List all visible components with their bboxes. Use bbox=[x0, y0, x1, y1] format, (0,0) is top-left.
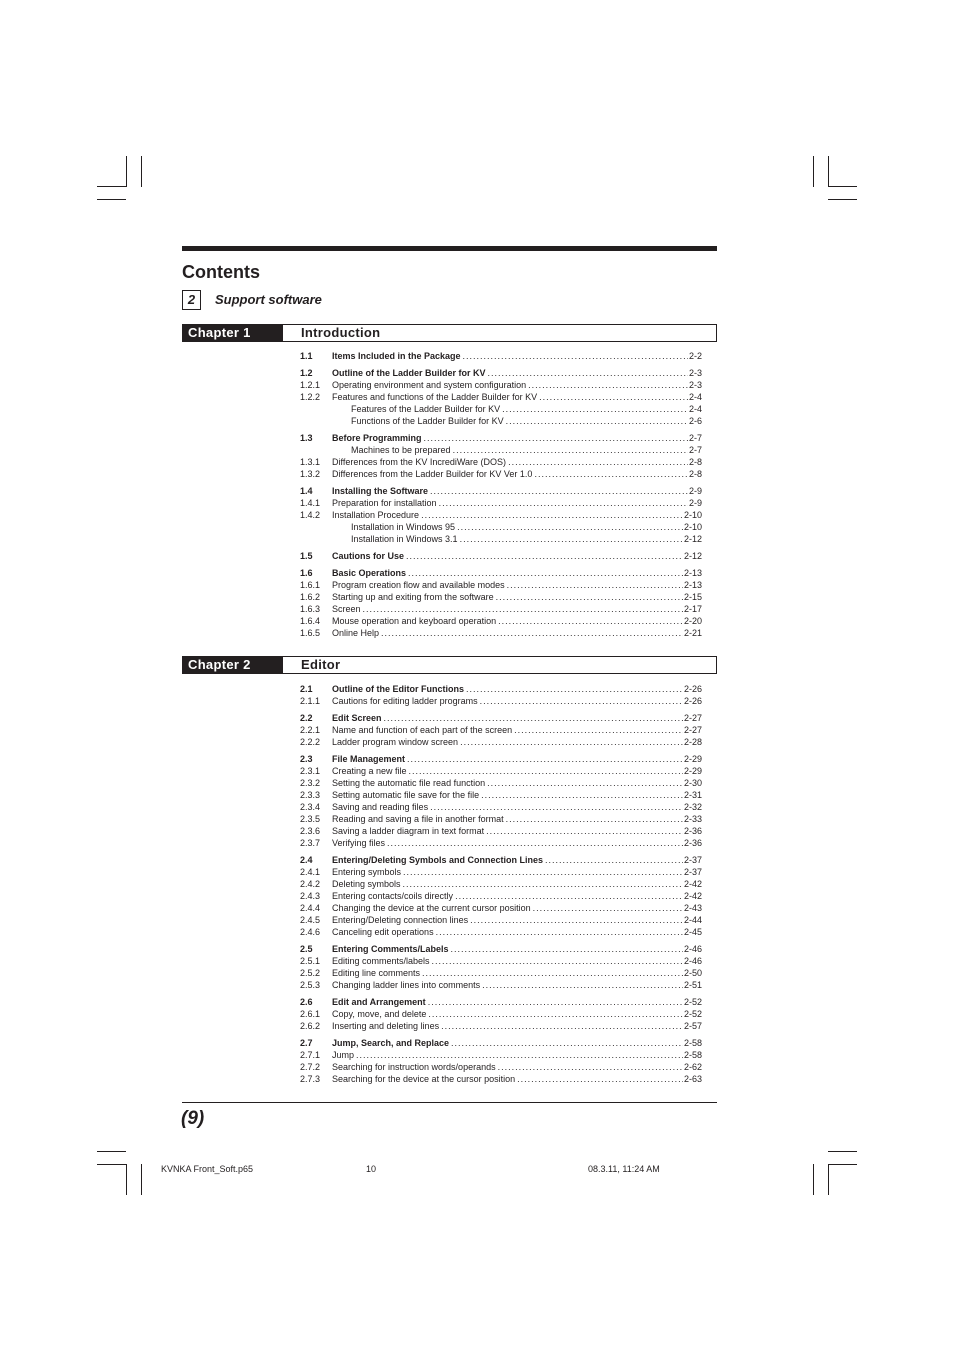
toc-entry-title: Online Help bbox=[332, 628, 380, 638]
toc-entry-title: Cautions for editing ladder programs bbox=[332, 696, 478, 706]
toc-entry[interactable] bbox=[300, 914, 702, 926]
chapter-2-title: Editor bbox=[301, 657, 341, 672]
toc-entry-title: File Management bbox=[332, 754, 406, 764]
toc-entry-number: 1.4.2 bbox=[300, 510, 321, 520]
toc-entry[interactable] bbox=[300, 1020, 702, 1032]
dot-leader bbox=[533, 902, 683, 914]
toc-entry-page: 2-6 bbox=[688, 416, 702, 426]
dot-leader bbox=[488, 367, 688, 379]
toc-entry-page: 2-13 bbox=[683, 568, 702, 578]
toc-entry-number: 1.6 bbox=[300, 568, 313, 578]
toc-entry[interactable] bbox=[300, 350, 702, 362]
toc-entry-title: Outline of the Ladder Builder for KV bbox=[332, 368, 486, 378]
toc-entry[interactable] bbox=[300, 683, 702, 695]
toc-entry[interactable] bbox=[300, 902, 702, 914]
toc-entry-page: 2-9 bbox=[688, 498, 702, 508]
crop-mark bbox=[813, 156, 814, 187]
toc-entry-title: Basic Operations bbox=[332, 568, 407, 578]
dot-leader bbox=[506, 813, 683, 825]
toc-entry[interactable] bbox=[300, 890, 702, 902]
toc-entry[interactable] bbox=[300, 550, 702, 562]
toc-entry-page: 2-50 bbox=[683, 968, 702, 978]
toc-entry-page: 2-31 bbox=[683, 790, 702, 800]
toc-entry-title: Editing line comments bbox=[332, 968, 421, 978]
toc-entry-title: Differences from the KV IncrediWare (DOS) bbox=[332, 457, 507, 467]
toc-entry-title: Verifying files bbox=[332, 838, 386, 848]
toc-entry[interactable] bbox=[300, 996, 702, 1008]
top-rule bbox=[182, 246, 717, 251]
toc-entry-number: 2.5.3 bbox=[300, 980, 321, 990]
toc-entry-number: 1.6.5 bbox=[300, 628, 321, 638]
toc-entry[interactable] bbox=[300, 854, 702, 866]
toc-entry-title: Installation in Windows 3.1 bbox=[351, 534, 458, 544]
toc-entry-title: Setting the automatic file read function bbox=[332, 778, 486, 788]
toc-entry-page: 2-7 bbox=[688, 433, 702, 443]
toc-entry-number: 2.6.1 bbox=[300, 1009, 321, 1019]
toc-entry-title: Saving and reading files bbox=[332, 802, 429, 812]
toc-entry-title: Setting automatic file save for the file bbox=[332, 790, 480, 800]
toc-entry-title: Entering/Deleting Symbols and Connection Lines bbox=[332, 855, 544, 865]
crop-mark bbox=[828, 156, 829, 187]
toc-entry-number: 2.4.4 bbox=[300, 903, 321, 913]
toc-entry-number: 2.7.2 bbox=[300, 1062, 321, 1072]
toc-entry-page: 2-52 bbox=[683, 997, 702, 1007]
toc-entry-number: 2.3.7 bbox=[300, 838, 321, 848]
toc-entry-page: 2-7 bbox=[688, 445, 702, 455]
toc-entry-page: 2-27 bbox=[683, 725, 702, 735]
chapter-2-label: Chapter 2 bbox=[182, 656, 283, 674]
dot-leader bbox=[480, 695, 683, 707]
toc-entry[interactable] bbox=[300, 533, 702, 545]
dot-leader bbox=[460, 736, 683, 748]
toc-entry-number: 1.4 bbox=[300, 486, 313, 496]
toc-entry-title: Jump, Search, and Replace bbox=[332, 1038, 450, 1048]
toc-entry-title: Features and functions of the Ladder Builder for KV bbox=[332, 392, 538, 402]
toc-entry-number: 2.4.1 bbox=[300, 867, 321, 877]
toc-entry-page: 2-62 bbox=[683, 1062, 702, 1072]
toc-entry-title: Operating environment and system configuration bbox=[332, 380, 527, 390]
dot-leader bbox=[406, 550, 683, 562]
toc-entry-number: 2.2 bbox=[300, 713, 313, 723]
toc-entry[interactable] bbox=[300, 878, 702, 890]
toc-entry[interactable] bbox=[300, 866, 702, 878]
toc-entry[interactable] bbox=[300, 367, 702, 379]
toc-entry-page: 2-37 bbox=[683, 867, 702, 877]
toc-entry-page: 2-36 bbox=[683, 826, 702, 836]
crop-mark bbox=[828, 199, 857, 200]
toc-entry-page: 2-32 bbox=[683, 802, 702, 812]
crop-mark bbox=[828, 1164, 829, 1195]
toc-entry-number: 1.2 bbox=[300, 368, 313, 378]
toc-entry[interactable] bbox=[300, 1008, 702, 1020]
toc-entry[interactable] bbox=[300, 1049, 702, 1061]
dot-leader bbox=[517, 1073, 683, 1085]
toc-entry-title: Preparation for installation bbox=[332, 498, 437, 508]
bottom-rule bbox=[182, 1102, 717, 1103]
dot-leader bbox=[387, 837, 683, 849]
toc-entry[interactable] bbox=[300, 765, 702, 777]
toc-entry-title: Entering contacts/coils directly bbox=[332, 891, 454, 901]
dot-leader bbox=[421, 509, 683, 521]
toc-entry-title: Changing the device at the current cursor position bbox=[332, 903, 531, 913]
toc-entry-page: 2-15 bbox=[683, 592, 702, 602]
toc-entry-title: Starting up and exiting from the software bbox=[332, 592, 494, 602]
dot-leader bbox=[466, 683, 683, 695]
toc-entry-number: 2.3.4 bbox=[300, 802, 321, 812]
toc-entry[interactable] bbox=[300, 777, 702, 789]
toc-entry-number: 2.5 bbox=[300, 944, 313, 954]
toc-entry[interactable] bbox=[300, 789, 702, 801]
dot-leader bbox=[457, 521, 683, 533]
dot-leader bbox=[455, 890, 683, 902]
toc-entry-number: 2.5.2 bbox=[300, 968, 321, 978]
toc-entry-page: 2-36 bbox=[683, 838, 702, 848]
crop-mark bbox=[828, 1151, 857, 1152]
dot-leader bbox=[507, 579, 683, 591]
toc-entry-page: 2-58 bbox=[683, 1050, 702, 1060]
toc-entry[interactable] bbox=[300, 432, 702, 444]
crop-mark bbox=[141, 156, 142, 187]
toc-entry-title: Cautions for Use bbox=[332, 551, 405, 561]
dot-leader bbox=[528, 379, 688, 391]
toc-entry-page: 2-42 bbox=[683, 891, 702, 901]
toc-entry-title: Items Included in the Package bbox=[332, 351, 461, 361]
dot-leader bbox=[430, 485, 688, 497]
toc-entry-number bbox=[300, 533, 351, 545]
crop-mark bbox=[828, 1164, 857, 1165]
toc-entry-page: 2-21 bbox=[683, 628, 702, 638]
toc-entry[interactable] bbox=[300, 468, 702, 480]
section-number: 2 bbox=[182, 290, 201, 310]
toc-entry-number: 2.1 bbox=[300, 684, 313, 694]
toc-entry-page: 2-58 bbox=[683, 1038, 702, 1048]
dot-leader bbox=[496, 591, 683, 603]
toc-entry-title: Deleting symbols bbox=[332, 879, 401, 889]
toc-entry-page: 2-46 bbox=[683, 956, 702, 966]
toc-entry-title: Installation Procedure bbox=[332, 510, 420, 520]
toc-entry-title: Entering Comments/Labels bbox=[332, 944, 449, 954]
toc-entry-title: Before Programming bbox=[332, 433, 422, 443]
toc-entry[interactable] bbox=[300, 497, 702, 509]
dot-leader bbox=[506, 415, 688, 427]
toc-entry-title: Ladder program window screen bbox=[332, 737, 459, 747]
dot-leader bbox=[363, 603, 683, 615]
toc-entry-page: 2-4 bbox=[688, 404, 702, 414]
toc-entry-page: 2-13 bbox=[683, 580, 702, 590]
toc-entry-title: Canceling edit operations bbox=[332, 927, 434, 937]
toc-entry-number bbox=[300, 415, 351, 427]
dot-leader bbox=[432, 955, 683, 967]
toc-entry[interactable] bbox=[300, 967, 702, 979]
toc-entry-number: 2.4.2 bbox=[300, 879, 321, 889]
dot-leader bbox=[441, 1020, 683, 1032]
toc-entry-number: 2.7.3 bbox=[300, 1074, 321, 1084]
toc-entry-number: 2.4 bbox=[300, 855, 313, 865]
toc-entry-page: 2-42 bbox=[683, 879, 702, 889]
toc-entry-page: 2-57 bbox=[683, 1021, 702, 1031]
dot-leader bbox=[428, 996, 683, 1008]
toc-entry-number: 2.4.5 bbox=[300, 915, 321, 925]
toc-entry[interactable] bbox=[300, 509, 702, 521]
toc-entry-title: Inserting and deleting lines bbox=[332, 1021, 440, 1031]
dot-leader bbox=[381, 627, 683, 639]
toc-entry-page: 2-63 bbox=[683, 1074, 702, 1084]
toc-entry-number: 2.3.6 bbox=[300, 826, 321, 836]
dot-leader bbox=[539, 391, 688, 403]
toc-entry[interactable] bbox=[300, 591, 702, 603]
dot-leader bbox=[482, 979, 683, 991]
toc-entry-title: Reading and saving a file in another format bbox=[332, 814, 504, 824]
toc-entry-page: 2-2 bbox=[688, 351, 702, 361]
dot-leader bbox=[545, 854, 683, 866]
toc-entry-number: 2.3 bbox=[300, 754, 313, 764]
dot-leader bbox=[451, 943, 683, 955]
toc-entry[interactable] bbox=[300, 521, 702, 533]
toc-entry-title: Entering/Deleting connection lines bbox=[332, 915, 469, 925]
toc-entry-page: 2-8 bbox=[688, 469, 702, 479]
dot-leader bbox=[407, 753, 683, 765]
toc-entry-title: Edit Screen bbox=[332, 713, 382, 723]
chapter-1-header bbox=[182, 324, 717, 342]
toc-entry-number: 1.3 bbox=[300, 433, 313, 443]
dot-leader bbox=[403, 866, 683, 878]
toc-entry-title: Jump bbox=[332, 1050, 355, 1060]
toc-entry[interactable] bbox=[300, 567, 702, 579]
toc-entry-title: Copy, move, and delete bbox=[332, 1009, 427, 1019]
toc-entry-page: 2-52 bbox=[683, 1009, 702, 1019]
toc-entry-number: 2.5.1 bbox=[300, 956, 321, 966]
toc-entry-number: 2.1.1 bbox=[300, 696, 321, 706]
toc-entry-title: Program creation flow and available modes bbox=[332, 580, 505, 590]
toc-entry-number: 1.6.4 bbox=[300, 616, 321, 626]
toc-entry-number: 1.6.2 bbox=[300, 592, 321, 602]
toc-entry-number: 1.6.1 bbox=[300, 580, 321, 590]
toc-entry-number: 2.3.5 bbox=[300, 814, 321, 824]
toc-entry-title: Differences from the Ladder Builder for KV Ver 1.0 bbox=[332, 469, 533, 479]
toc-entry-page: 2-43 bbox=[683, 903, 702, 913]
dot-leader bbox=[470, 914, 683, 926]
toc-entry[interactable] bbox=[300, 403, 702, 415]
toc-entry-page: 2-20 bbox=[683, 616, 702, 626]
toc-entry-title: Edit and Arrangement bbox=[332, 997, 426, 1007]
chapter-1-label: Chapter 1 bbox=[182, 324, 283, 342]
toc-entry[interactable] bbox=[300, 801, 702, 813]
toc-entry[interactable] bbox=[300, 813, 702, 825]
toc-entry-page: 2-37 bbox=[683, 855, 702, 865]
toc-entry[interactable] bbox=[300, 825, 702, 837]
toc-entry-title: Saving a ladder diagram in text format bbox=[332, 826, 485, 836]
dot-leader bbox=[409, 765, 683, 777]
crop-mark bbox=[126, 1164, 127, 1195]
toc-entry[interactable] bbox=[300, 943, 702, 955]
toc-entry-page: 2-26 bbox=[683, 684, 702, 694]
chapter-1-toc bbox=[300, 350, 702, 639]
toc-entry-page: 2-8 bbox=[688, 457, 702, 467]
toc-entry-number: 2.3.2 bbox=[300, 778, 321, 788]
dot-leader bbox=[403, 878, 683, 890]
toc-entry-page: 2-28 bbox=[683, 737, 702, 747]
dot-leader bbox=[439, 497, 688, 509]
dot-leader bbox=[463, 350, 688, 362]
toc-entry[interactable] bbox=[300, 695, 702, 707]
dot-leader bbox=[514, 724, 683, 736]
toc-entry-number: 2.4.3 bbox=[300, 891, 321, 901]
toc-entry-number: 2.6 bbox=[300, 997, 313, 1007]
toc-entry-page: 2-46 bbox=[683, 944, 702, 954]
toc-entry-number: 1.2.1 bbox=[300, 380, 321, 390]
toc-entry-number: 2.7.1 bbox=[300, 1050, 321, 1060]
toc-entry-number: 1.3.1 bbox=[300, 457, 321, 467]
toc-entry-number: 2.3.3 bbox=[300, 790, 321, 800]
toc-entry-number bbox=[300, 444, 351, 456]
dot-leader bbox=[498, 1061, 683, 1073]
dot-leader bbox=[356, 1049, 683, 1061]
toc-entry[interactable] bbox=[300, 627, 702, 639]
toc-entry[interactable] bbox=[300, 736, 702, 748]
toc-entry-number: 1.3.2 bbox=[300, 469, 321, 479]
dot-leader bbox=[422, 967, 683, 979]
toc-entry[interactable] bbox=[300, 485, 702, 497]
toc-entry-title: Installation in Windows 95 bbox=[351, 522, 456, 532]
crop-mark bbox=[828, 186, 857, 187]
crop-mark bbox=[97, 1164, 126, 1165]
toc-entry[interactable] bbox=[300, 415, 702, 427]
toc-entry[interactable] bbox=[300, 379, 702, 391]
toc-entry-page: 2-29 bbox=[683, 754, 702, 764]
toc-entry-page: 2-3 bbox=[688, 368, 702, 378]
toc-entry-number: 1.6.3 bbox=[300, 604, 321, 614]
toc-entry-page: 2-3 bbox=[688, 380, 702, 390]
toc-entry-title: Entering symbols bbox=[332, 867, 402, 877]
section-title: Support software bbox=[215, 292, 322, 307]
dot-leader bbox=[453, 444, 688, 456]
crop-mark bbox=[97, 1151, 126, 1152]
toc-entry-title: Editing comments/labels bbox=[332, 956, 430, 966]
toc-entry-title: Functions of the Ladder Builder for KV bbox=[351, 416, 504, 426]
dot-leader bbox=[384, 712, 683, 724]
footer-page: 10 bbox=[366, 1164, 377, 1174]
dot-leader bbox=[502, 403, 688, 415]
chapter-2-header bbox=[182, 656, 717, 674]
page-number: (9) bbox=[181, 1108, 205, 1129]
toc-entry-page: 2-30 bbox=[683, 778, 702, 788]
dot-leader bbox=[486, 825, 683, 837]
toc-entry-page: 2-45 bbox=[683, 927, 702, 937]
toc-entry-title: Outline of the Editor Functions bbox=[332, 684, 464, 694]
toc-entry-number: 2.7 bbox=[300, 1038, 313, 1048]
toc-entry[interactable] bbox=[300, 1073, 702, 1085]
page-title: Contents bbox=[182, 262, 260, 282]
toc-entry-title: Mouse operation and keyboard operation bbox=[332, 616, 497, 626]
dot-leader bbox=[508, 456, 688, 468]
footer-file: KVNKA Front_Soft.p65 bbox=[161, 1164, 254, 1174]
toc-entry-page: 2-9 bbox=[688, 486, 702, 496]
toc-entry[interactable] bbox=[300, 444, 702, 456]
crop-mark bbox=[141, 1164, 142, 1195]
dot-leader bbox=[534, 468, 688, 480]
toc-entry-title: Changing ladder lines into comments bbox=[332, 980, 481, 990]
toc-entry-page: 2-51 bbox=[683, 980, 702, 990]
toc-entry[interactable] bbox=[300, 955, 702, 967]
dot-leader bbox=[487, 777, 683, 789]
toc-entry-title: Machines to be prepared bbox=[351, 445, 451, 455]
chapter-1-title: Introduction bbox=[301, 325, 381, 340]
toc-entry[interactable] bbox=[300, 1061, 702, 1073]
toc-entry-page: 2-44 bbox=[683, 915, 702, 925]
toc-entry-number: 2.2.2 bbox=[300, 737, 321, 747]
crop-mark bbox=[97, 199, 126, 200]
toc-entry[interactable] bbox=[300, 926, 702, 938]
toc-entry-number: 2.3.1 bbox=[300, 766, 321, 776]
crop-mark bbox=[813, 1164, 814, 1195]
toc-entry-number: 1.2.2 bbox=[300, 392, 321, 402]
crop-mark bbox=[126, 156, 127, 187]
chapter-2-toc bbox=[300, 683, 702, 1085]
dot-leader bbox=[498, 615, 683, 627]
toc-entry-number bbox=[300, 521, 351, 533]
dot-leader bbox=[430, 801, 683, 813]
toc-entry-title: Screen bbox=[332, 604, 361, 614]
toc-entry-page: 2-10 bbox=[683, 522, 702, 532]
dot-leader bbox=[424, 432, 688, 444]
toc-entry[interactable] bbox=[300, 615, 702, 627]
toc-entry[interactable] bbox=[300, 753, 702, 765]
dot-leader bbox=[428, 1008, 683, 1020]
toc-entry-number: 1.5 bbox=[300, 551, 313, 561]
toc-entry-number: 1.1 bbox=[300, 351, 313, 361]
toc-entry-page: 2-4 bbox=[688, 392, 702, 402]
toc-entry[interactable] bbox=[300, 712, 702, 724]
toc-entry-title: Name and function of each part of the screen bbox=[332, 725, 513, 735]
dot-leader bbox=[481, 789, 683, 801]
toc-entry-title: Installing the Software bbox=[332, 486, 429, 496]
toc-entry[interactable] bbox=[300, 1037, 702, 1049]
toc-entry-page: 2-10 bbox=[683, 510, 702, 520]
toc-entry-number: 1.4.1 bbox=[300, 498, 321, 508]
dot-leader bbox=[451, 1037, 683, 1049]
toc-entry[interactable] bbox=[300, 724, 702, 736]
toc-entry-title: Searching for instruction words/operands bbox=[332, 1062, 496, 1072]
footer-timestamp: 08.3.11, 11:24 AM bbox=[588, 1164, 660, 1174]
toc-entry-title: Features of the Ladder Builder for KV bbox=[351, 404, 501, 414]
toc-entry-number: 2.2.1 bbox=[300, 725, 321, 735]
toc-entry-page: 2-12 bbox=[683, 551, 702, 561]
toc-entry-page: 2-12 bbox=[683, 534, 702, 544]
toc-entry[interactable] bbox=[300, 391, 702, 403]
toc-entry[interactable] bbox=[300, 979, 702, 991]
dot-leader bbox=[408, 567, 683, 579]
toc-entry[interactable] bbox=[300, 456, 702, 468]
toc-entry-page: 2-26 bbox=[683, 696, 702, 706]
toc-entry-number: 2.6.2 bbox=[300, 1021, 321, 1031]
dot-leader bbox=[460, 533, 683, 545]
toc-entry[interactable] bbox=[300, 603, 702, 615]
toc-entry-page: 2-29 bbox=[683, 766, 702, 776]
toc-entry-title: Searching for the device at the cursor position bbox=[332, 1074, 516, 1084]
toc-entry-page: 2-33 bbox=[683, 814, 702, 824]
toc-entry-number bbox=[300, 403, 351, 415]
toc-entry[interactable] bbox=[300, 837, 702, 849]
toc-entry-page: 2-27 bbox=[683, 713, 702, 723]
crop-mark bbox=[97, 186, 126, 187]
toc-entry-title: Creating a new file bbox=[332, 766, 407, 776]
toc-entry-page: 2-17 bbox=[683, 604, 702, 614]
dot-leader bbox=[436, 926, 683, 938]
toc-entry-number: 2.4.6 bbox=[300, 927, 321, 937]
toc-entry[interactable] bbox=[300, 579, 702, 591]
